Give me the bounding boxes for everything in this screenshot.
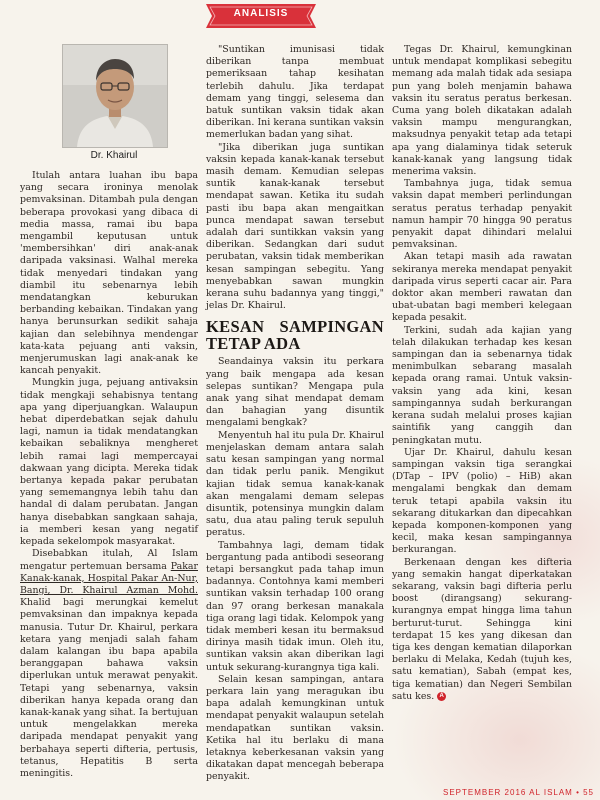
column-2	[206, 44, 384, 784]
col2-paragraph: Menyentuh hal itu pula Dr. Khairul menjelaskan demam antara salah satu kesan sampingan yang normal dan tidak perlu panik. Mengikut kajian tidak semua kanak-kanak akan mengalami demam selepas disuntik, potensinya mungkin dalam satu, dua atau paling teruk sepuluh peratus.	[206, 429, 384, 539]
col1-text-segment: Khalid bagi merungkai kemelut pemvaksinan dan impaknya kepada manusia. Tutur Dr. Khairul, perkara ketara yang menjadi salah faham dalam kalangan ibu bapa apabila beranggapan bahawa vaksin diperlukan untuk merawat penyakit. Tetapi yang sebenarnya, vaksin diberikan hanya kepada orang dan kanak-kanak yang sihat. Ia bertujuan untuk mengelakkan mereka daripada mendapat penyakit yang berbahaya seperti difteria, pertusis, tetanus, Hepatitis B serta meningitis.	[20, 597, 198, 779]
col3-paragraph: Akan tetapi masih ada rawatan sekiranya mereka mendapat penyakit daripada virus seperti cacar air. Para doktor akan memberi rawatan dan ubat-ubatan bagi memberi kelegaan kepada pesakit.	[392, 251, 572, 324]
highlighted-name: Pakar Kanak-kanak, Hospital Pakar An-Nur, Bangi, Dr. Khairul Azman Mohd.	[20, 560, 198, 596]
column-3	[392, 44, 572, 703]
col2-paragraph: Selain kesan sampingan, antara perkara lain yang meragukan ibu bapa adalah kemungkinan untuk mendapat penyakit walaupun setelah mendapatkan suntikan vaksin. Ketika hal itu berlaku di mana letaknya keberkesanan vaksin yang dikatakan dapat mencegah beberapa penyakit.	[206, 673, 384, 783]
subheading: KESAN SAMPINGAN TETAP ADA	[206, 317, 384, 354]
page-footer: SEPTEMBER 2016 AL ISLAM • 55	[442, 788, 594, 797]
col3-paragraph	[392, 557, 572, 703]
photo-caption: Dr. Khairul	[90, 150, 138, 161]
col2-paragraph: Seandainya vaksin itu perkara yang baik mengapa ada kesan selepas suntikan? Mengapa pula anak yang sihat mendapat demam dan bahagian yang disuntik mengalami bengkak?	[206, 356, 384, 429]
author-photo	[62, 44, 168, 148]
section-badge	[206, 4, 316, 28]
col2-paragraph: Tambahnya lagi, demam tidak bergantung pada antibodi seseorang tetapi bersangkut pada tahap imun badannya. Contohnya kami memberi suntikan vaksin terhadap 100 orang dan 97 orang berkesan manakala tiga orang lagi tidak. Kelompok yang tidak memberi kesan itu bermaksud dirinya masih tidak imun. Oleh itu, suntikan vaksin akan diberikan lagi untuk sekurang-kurangnya tiga kali.	[206, 539, 384, 673]
col3-paragraph: Tegas Dr. Khairul, kemungkinan untuk mendapat komplikasi sebegitu memang ada malah tidak ada sesiapa pun yang boleh menjamin bahawa vaksin itu seratus peratus berkesan. Cuma yang boleh dikatakan adalah vaksin mampu mengurangkan, maksudnya penyakit tetap ada tetapi apa yang dialaminya tidak seteruk kanak-kanak yang langsung tidak menerima vaksin.	[392, 44, 572, 178]
col2-paragraph: "Jika diberikan juga suntikan vaksin kepada kanak-kanak tersebut masih demam. Kemudian selepas suntik kanak-kanak tersebut mendapat sawan. Ketika itu sudah pasti ibu bapa akan mengaitkan punca mendapat sawan tersebut adalah dari suntikkan vaksin yang diberikan. Sedangkan dari sudut perubatan, vaksin tidak memberikan kesan sampingan sebegitu. Yang menyebabkan sawan mungkin kerana suhu badannya yang tinggi," jelas Dr. Khairul.	[206, 141, 384, 312]
col3-paragraph: Ujar Dr. Khairul, dahulu kesan sampingan vaksin tiga serangkai (DTap – IPV (polio) – HiB) akan mengalami bengkak dan demam teruk tetapi apabila vaksin itu sekarang ditukarkan dan dipecahkan kepada komponen-komponen yang kecil, maka kesan sampingannya berkurangan.	[392, 446, 572, 556]
col3-paragraph: Tambahnya juga, tidak semua vaksin dapat memberi perlindungan seratus peratus terhadap penyakit namun hampir 70 hingga 90 peratus penyakit dapat dihindari melalui pemvaksinan.	[392, 178, 572, 251]
col3-text-segment: Berkenaan dengan kes difteria yang semakin hangat diperkatakan sekarang, vaksin bagi difteria perlu boost (dirangsang) sekurang-kurangnya empat hingga lima tahun berturut-turut. Sehingga kini terdapat 15 kes yang dikesan dan tiga kes dengan kematian dilaporkan berlaku di Melaka, Kedah (tujuh kes, satu kematian), Sabah (empat kes, tiga kematian) dan Negeri Sembilan satu kes.	[392, 556, 572, 702]
col1-paragraph	[20, 548, 198, 780]
col1-text-segment: Disebabkan itulah, Al Islam mengatur pertemuan bersama	[20, 548, 198, 572]
portrait-illustration	[63, 45, 167, 147]
end-mark-icon: A	[437, 692, 446, 701]
col1-paragraph: Itulah antara luahan ibu bapa yang secara ironinya menolak pemvaksinan. Ditambah pula dengan beberapa provokasi yang dibaca di media massa, ramai ibu bapa mengambil keputusan untuk 'membersihkan' diri anak-anak daripada vaksinasi. Walhal mereka tidak menyedari tindakan yang diambil itu sebenarnya lebih mendatangkan keburukan berbanding kebaikan. Tindakan yang hanya berunsurkan sedikit sahaja kajian dan selebihnya mendengar kata-kata pejuang anti vaksin, menjerumuskan lagi anak-anak ke kancah penyakit.	[20, 170, 198, 377]
col2-paragraph: "Suntikan imunisasi tidak diberikan tanpa membuat pemeriksaan tahap kesihatan terlebih dahulu. Jika terdapat demam yang tinggi, selesema dan batuk suntikan vaksin tidak akan diberikan. Ini kerana suntikan vaksin memerlukan badan yang sihat.	[206, 44, 384, 141]
badge-label: ANALISIS	[233, 8, 289, 19]
col1-paragraph: Mungkin juga, pejuang antivaksin tidak mengkaji sehabisnya tentang apa yang diperjuangkan. Walaupun hebat diperdebatkan sejak dahulu lagi, namun ia tidak mendatangkan kebaikan sebaliknya mengheret lebih ramai lagi mempercayai dakwaan yang dicipta. Mereka tidak bertanya kepada pakar perubatan yang sememangnya lebih tahu dan handal di dalam perubatan. Jangan hanya disebabkan sangkaan sahaja, ia memberi kesan yang negatif kepada sekelompok masyarakat.	[20, 377, 198, 548]
col3-paragraph: Terkini, sudah ada kajian yang telah dilakukan terhadap kes kesan sampingan dan ia sebenarnya tidak menimbulkan sebarang masalah kepada orang ramai. Untuk vaksin-vaksin yang ada kini, kesan sampingannya sudah berkurangan kerana sudah melalui proses kajian saintifik yang canggih dan peningkatan mutu.	[392, 324, 572, 446]
column-1	[20, 170, 198, 780]
